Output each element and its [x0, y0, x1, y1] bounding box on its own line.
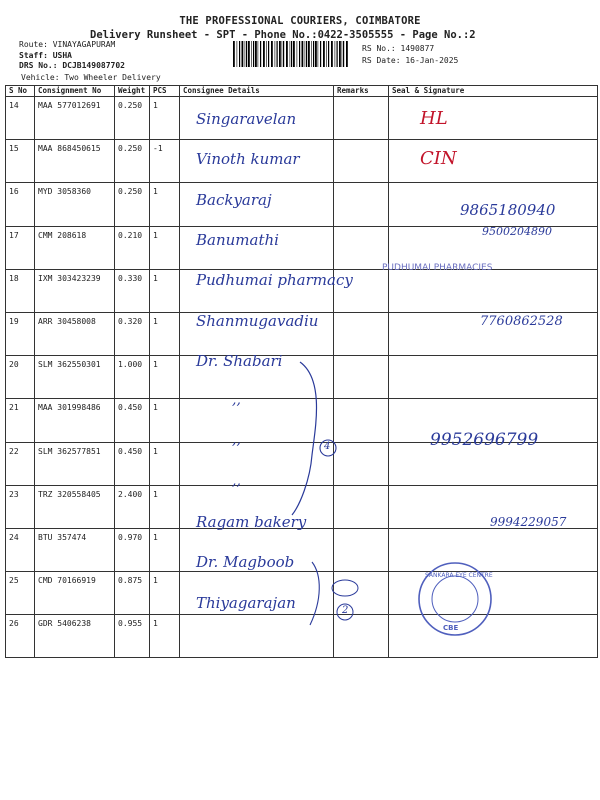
- cell-remarks: [334, 442, 389, 485]
- cell-pcs: 1: [150, 615, 180, 658]
- handwritten-signature: PUDHUMAI PHARMACIES: [382, 263, 493, 274]
- cell-sno: 22: [6, 442, 35, 485]
- cell-sno: 21: [6, 399, 35, 442]
- handwritten-consignee: Ragam bakery: [196, 513, 307, 531]
- cell-consignment-no: ARR 30458008: [35, 312, 115, 355]
- cell-weight: 0.450: [115, 442, 150, 485]
- header-right-block: [362, 43, 458, 67]
- cell-weight: 0.250: [115, 140, 150, 183]
- seal-text: SANKARA EYE CENTRE: [425, 572, 493, 579]
- col-header-remarks: Remarks: [334, 86, 389, 97]
- handwritten-consignee: Thiyagarajan: [196, 593, 296, 612]
- circled-four-text: 4: [324, 441, 331, 452]
- cell-remarks: [334, 183, 389, 226]
- handwritten-consignee: Dr. Shabari: [196, 351, 283, 370]
- cell-pcs: 1: [150, 572, 180, 615]
- col-header-weight: Weight: [115, 86, 150, 97]
- cell-pcs: 1: [150, 183, 180, 226]
- handwritten-consignee: Banumathi: [196, 230, 279, 249]
- cell-pcs: 1: [150, 528, 180, 571]
- handwritten-signature: HL: [420, 108, 448, 129]
- cell-sno: 24: [6, 528, 35, 571]
- cell-weight: 0.450: [115, 399, 150, 442]
- table-row: [6, 528, 598, 571]
- cell-remarks: [334, 615, 389, 658]
- cell-weight: 0.955: [115, 615, 150, 658]
- cell-signature: [389, 572, 598, 615]
- document-title: THE PROFESSIONAL COURIERS, COIMBATORE: [179, 15, 421, 27]
- cell-pcs: 1: [150, 485, 180, 528]
- cell-weight: 1.000: [115, 356, 150, 399]
- cell-signature: [389, 528, 598, 571]
- cell-sno: 20: [6, 356, 35, 399]
- cell-consignment-no: CMM 208618: [35, 226, 115, 269]
- cell-sno: 17: [6, 226, 35, 269]
- handwritten-signature: CIN: [420, 148, 457, 170]
- table-header-row: [6, 86, 598, 97]
- cell-weight: 0.250: [115, 97, 150, 140]
- cell-sno: 26: [6, 615, 35, 658]
- col-header-signature: Seal & Signature: [389, 86, 598, 97]
- handwritten-signature: 9952696799: [430, 430, 539, 451]
- cell-consignee: [180, 615, 334, 658]
- cell-pcs: 1: [150, 269, 180, 312]
- handwritten-consignee: Shanmugavadiu: [196, 311, 319, 330]
- cell-consignment-no: SLM 362550301: [35, 356, 115, 399]
- col-header-sno: S No: [6, 86, 35, 97]
- cell-consignment-no: TRZ 320558405: [35, 485, 115, 528]
- cell-remarks: [334, 399, 389, 442]
- cell-remarks: [334, 485, 389, 528]
- cell-remarks: [334, 356, 389, 399]
- cell-consignment-no: BTU 357474: [35, 528, 115, 571]
- cell-weight: 0.970: [115, 528, 150, 571]
- circled-two-text: 2: [342, 605, 349, 616]
- cell-pcs: 1: [150, 226, 180, 269]
- table-row: [6, 140, 598, 183]
- cell-pcs: 1: [150, 312, 180, 355]
- cell-weight: 2.400: [115, 485, 150, 528]
- cell-sno: 14: [6, 97, 35, 140]
- cell-signature: [389, 615, 598, 658]
- seal-city: CBE: [443, 624, 459, 632]
- cell-sno: 16: [6, 183, 35, 226]
- col-header-pcs: PCS: [150, 86, 180, 97]
- handwritten-signature: 9994229057: [490, 515, 567, 529]
- staff-label: Staff: USHA: [19, 50, 72, 60]
- rs-number: RS No.: 1490877: [362, 44, 435, 53]
- handwritten-consignee: ,,: [232, 472, 241, 489]
- table-row: [6, 97, 598, 140]
- handwritten-consignee: Pudhumai pharmacy: [196, 271, 353, 290]
- handwritten-consignee: ,,: [232, 392, 241, 409]
- cell-remarks: [334, 226, 389, 269]
- cell-pcs: 1: [150, 356, 180, 399]
- col-header-consignment: Consignment No: [35, 86, 115, 97]
- table-row: [6, 572, 598, 615]
- table-row: [6, 356, 598, 399]
- cell-consignment-no: CMD 70166919: [35, 572, 115, 615]
- drs-label: DRS No.: DCJB149087702: [19, 61, 125, 70]
- cell-weight: 0.330: [115, 269, 150, 312]
- cell-consignment-no: SLM 362577851: [35, 442, 115, 485]
- cell-pcs: -1: [150, 140, 180, 183]
- cell-consignment-no: IXM 303423239: [35, 269, 115, 312]
- cell-consignee: [180, 399, 334, 442]
- cell-sno: 23: [6, 485, 35, 528]
- handwritten-consignee: Dr. Magboob: [196, 553, 295, 572]
- cell-weight: 0.250: [115, 183, 150, 226]
- cell-consignment-no: MAA 868450615: [35, 140, 115, 183]
- cell-pcs: 1: [150, 97, 180, 140]
- cell-consignment-no: GDR 5406238: [35, 615, 115, 658]
- cell-consignment-no: MYD 3058360: [35, 183, 115, 226]
- cell-sno: 15: [6, 140, 35, 183]
- cell-consignment-no: MAA 577012691: [35, 97, 115, 140]
- cell-remarks: [334, 140, 389, 183]
- handwritten-signature: 9500204890: [482, 224, 552, 238]
- document-subtitle: Delivery Runsheet - SPT - Phone No.:0422-3505555 - Page No.:2: [90, 29, 476, 41]
- cell-remarks: [334, 528, 389, 571]
- col-header-consignee: Consignee Details: [180, 86, 334, 97]
- cell-sno: 19: [6, 312, 35, 355]
- cell-remarks: [334, 312, 389, 355]
- cell-pcs: 1: [150, 399, 180, 442]
- cell-consignee: [180, 442, 334, 485]
- cell-consignment-no: MAA 301998486: [35, 399, 115, 442]
- route-label: Route: VINAYAGAPURAM: [19, 40, 116, 49]
- cell-signature: [389, 356, 598, 399]
- handwritten-consignee: Vinoth kumar: [196, 150, 300, 169]
- cell-weight: 0.320: [115, 312, 150, 355]
- cell-weight: 0.210: [115, 226, 150, 269]
- cell-weight: 0.875: [115, 572, 150, 615]
- handwritten-consignee: Singaravelan: [196, 110, 297, 128]
- handwritten-consignee: ,,: [232, 432, 241, 449]
- barcode-image: [232, 41, 350, 67]
- handwritten-signature: 7760862528: [480, 313, 563, 329]
- rs-date: RS Date: 16-Jan-2025: [362, 56, 459, 65]
- delivery-table: [5, 85, 598, 658]
- table-row: [6, 615, 598, 658]
- header-left-block: [19, 40, 125, 72]
- vehicle-label: Vehicle: Two Wheeler Delivery: [21, 73, 161, 82]
- cell-sno: 25: [6, 572, 35, 615]
- cell-sno: 18: [6, 269, 35, 312]
- handwritten-consignee: Backyaraj: [196, 190, 272, 209]
- cell-signature: [389, 269, 598, 312]
- handwritten-signature: 9865180940: [460, 200, 556, 219]
- cell-pcs: 1: [150, 442, 180, 485]
- cell-remarks: [334, 97, 389, 140]
